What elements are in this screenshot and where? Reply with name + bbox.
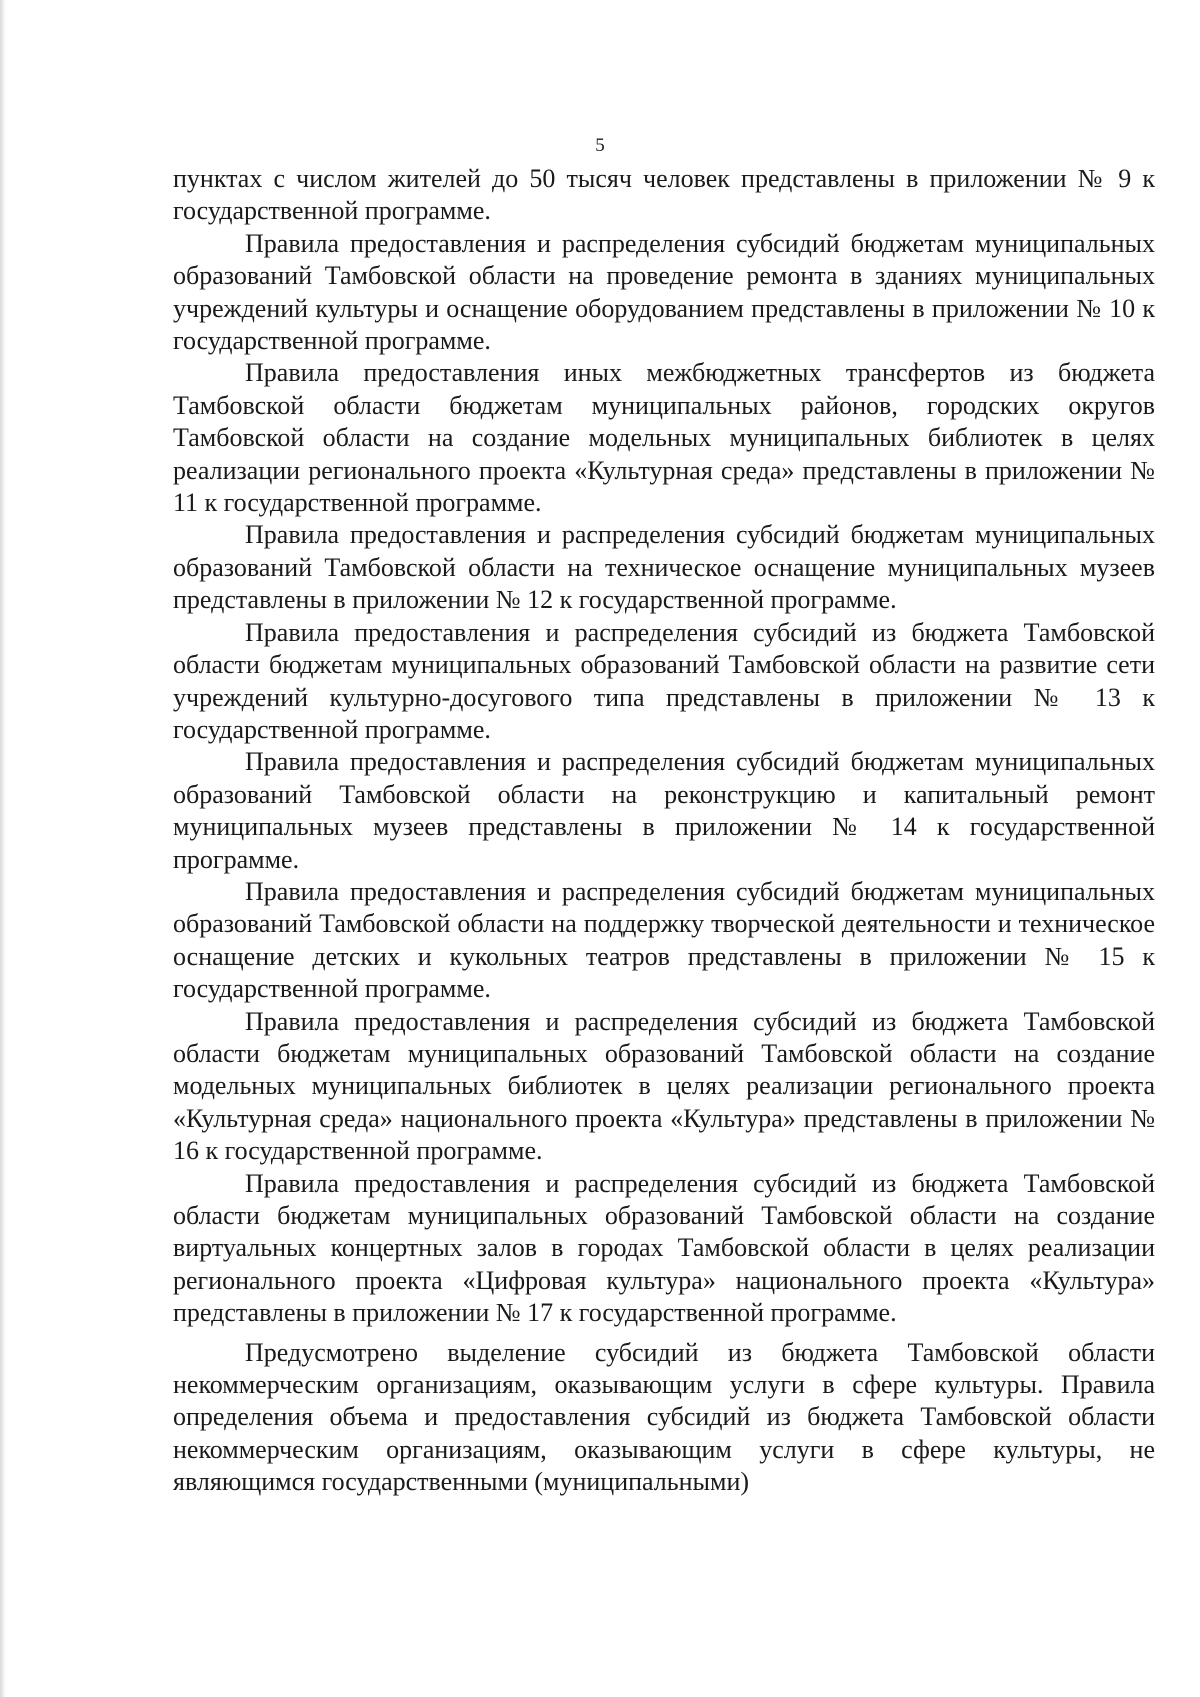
scan-edge-shadow bbox=[0, 0, 6, 1697]
paragraph-appendix-13: Правила предоставления и распределения субсидий из бюджета Тамбовской области бюджетам муниципальных образований Тамбовской области на развитие сети учреждений культурно-досугового типа представлены в приложении № 13 к государственной программе. bbox=[173, 617, 1155, 744]
paragraph-appendix-15: Правила предоставления и распределения субсидий бюджетам муниципальных образований Тамбовской области на поддержку творческой деятельности и техническое оснащение детских и кукольных театров представлены в приложении № 15 к государственной программе. bbox=[173, 876, 1155, 1004]
paragraph-nonprofit-subsidies: Предусмотрено выделение субсидий из бюджета Тамбовской области некоммерческим организациям, оказывающим услуги в сфере культуры. Правила определения объема и предоставления субсидий из бюджета Тамбовской области некоммерческим организациям, оказывающим услуги в сфере культуры, не являющимся государственными (муниципальными) bbox=[173, 1337, 1155, 1497]
paragraph-continuation: пунктах с числом жителей до 50 тысяч человек представлены в приложении № 9 к государственной программе. bbox=[173, 164, 1155, 226]
document-body bbox=[173, 163, 1155, 1499]
paragraph-appendix-14: Правила предоставления и распределения субсидий бюджетам муниципальных образований Тамбовской области на реконструкцию и капитальный ремонт муниципальных музеев представлены в приложении № 14 к государственной программе. bbox=[173, 747, 1155, 874]
paragraph-appendix-10: Правила предоставления и распределения субсидий бюджетам муниципальных образований Тамбовской области на проведение ремонта в зданиях муниципальных учреждений культуры и оснащение оборудованием представлены в приложении № 10 к государственной программе. bbox=[173, 228, 1155, 356]
paragraph-appendix-12: Правила предоставления и распределения субсидий бюджетам муниципальных образований Тамбовской области на техническое оснащение муниципальных музеев представлены в приложении № 12 к государственной программе. bbox=[173, 520, 1155, 615]
paragraph-appendix-17: Правила предоставления и распределения субсидий из бюджета Тамбовской области бюджетам муниципальных образований Тамбовской области на создание виртуальных концертных залов в городах Тамбовской области в целях реализации регионального проекта «Цифровая культура» национального проекта «Культура» представлены в приложении № 17 к государственной программе. bbox=[173, 1168, 1155, 1328]
paragraph-appendix-16: Правила предоставления и распределения субсидий из бюджета Тамбовской области бюджетам муниципальных образований Тамбовской области на создание модельных муниципальных библиотек в целях реализации регионального проекта «Культурная среда» национального проекта «Культура» представлены в приложении № 16 к государственной программе. bbox=[173, 1006, 1155, 1166]
page-number: 5 bbox=[595, 135, 605, 156]
paragraph-appendix-11: Правила предоставления иных межбюджетных трансфертов из бюджета Тамбовской области бюджетам муниципальных районов, городских округов Тамбовской области на создание модельных муниципальных библиотек в целях реализации регионального проекта «Культурная среда» представлены в приложении № 11 к государственной программе. bbox=[173, 358, 1155, 518]
